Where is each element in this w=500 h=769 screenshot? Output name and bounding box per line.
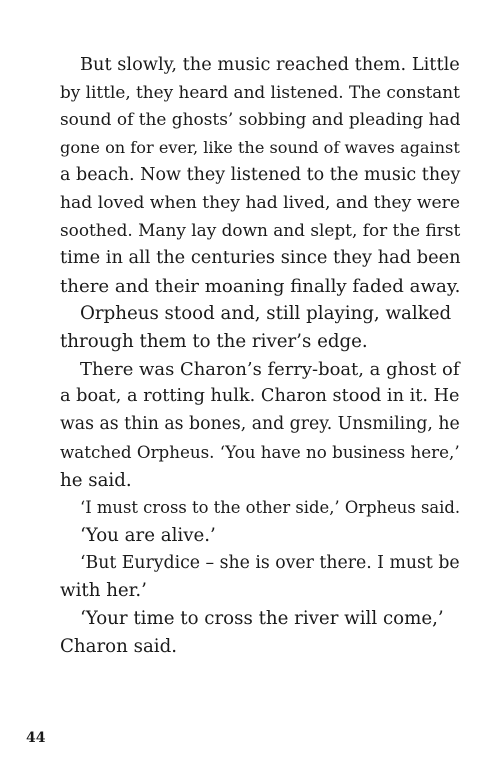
text-line: Orpheus stood and, still playing, walked [80,303,452,325]
paragraph-7 [60,605,460,660]
paragraph-4 [60,494,460,522]
paragraph-1 [60,51,460,300]
text-line: by little, they heard and listened. The constant [60,81,460,102]
text-line: But slowly, the music reached them. Little [80,54,460,75]
paragraph-2 [60,300,460,355]
text-line: gone on for ever, like the sound of waves against [60,138,460,158]
text-line: There was Charon’s ferry-boat, a ghost of [80,358,460,380]
paragraph-5 [60,522,460,550]
text-line: soothed. Many lay down and slept, for the first [60,220,461,241]
text-line: ‘Your time to cross the river will come,’ [80,608,444,630]
text-line: had loved when they had lived, and they were [60,192,461,213]
text-line: was as thin as bones, and grey. Unsmiling, he [60,414,460,435]
text-line: ‘I must cross to the other side,’ Orpheus said. [80,498,461,518]
text-line: a beach. Now they listened to the music they [60,164,461,185]
page-number: 44 [26,730,46,746]
text-line: sound of the ghosts’ sobbing and pleading had [60,109,461,130]
text-line: a boat, a rotting hulk. Charon stood in it. He [60,386,460,407]
text-line: through them to the river’s edge. [60,331,368,353]
paragraph-6 [60,550,460,605]
paragraph-3 [60,356,460,495]
text-line: with her.’ [60,580,147,602]
text-line: time in all the centuries since they had been [60,247,461,268]
body-text [60,51,460,660]
text-line: ‘You are alive.’ [80,524,216,546]
text-line: ‘But Eurydice – she is over there. I must be [80,552,460,573]
text-line: watched Orpheus. ‘You have no business here,’ [60,441,460,462]
text-line: Charon said. [60,635,178,657]
text-line: he said. [60,469,132,491]
text-line: there and their moaning finally faded away. [60,275,461,297]
